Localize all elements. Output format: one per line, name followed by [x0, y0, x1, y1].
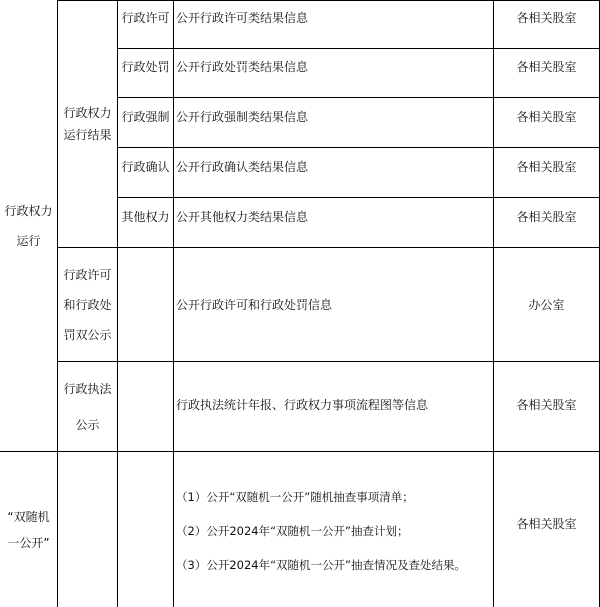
item-cell — [118, 49, 173, 85]
item-label: 其他权力 — [121, 209, 170, 224]
subcategory-cell — [58, 0, 117, 247]
item-cell — [118, 148, 173, 185]
responsible-cell — [494, 452, 599, 596]
content-cell — [174, 198, 493, 235]
responsible-text: 办公室 — [528, 297, 565, 312]
category-cell — [0, 452, 57, 607]
item-label: 行政确认 — [121, 159, 170, 174]
responsible-cell — [494, 198, 599, 235]
item-cell — [118, 98, 173, 135]
item-label: 行政许可 — [121, 10, 170, 25]
content-text: 公开行政确认类结果信息 — [176, 159, 309, 174]
rule — [117, 0, 118, 607]
subcategory-label: 行政许可 — [63, 267, 112, 282]
category-label: 行政权力 — [4, 203, 53, 218]
content-text: 行政执法统计年报、行政权力事项流程图等信息 — [176, 397, 429, 412]
content-text: 公开行政许可和行政处罚信息 — [176, 297, 333, 312]
content-text: 公开行政强制类结果信息 — [176, 109, 309, 124]
responsible-cell — [494, 49, 599, 85]
responsible-cell — [494, 0, 599, 35]
item-cell — [118, 198, 173, 235]
subcategory-label: 运行结果 — [63, 127, 112, 142]
subcategory-label: 罚双公示 — [63, 327, 112, 342]
content-cell — [174, 452, 493, 607]
category-label: 一公开” — [7, 535, 50, 550]
responsible-text: 各相关股室 — [516, 209, 577, 224]
content-text: 公开其他权力类结果信息 — [176, 209, 309, 224]
responsible-text: 各相关股室 — [516, 159, 577, 174]
responsible-text: 各相关股室 — [516, 60, 577, 74]
content-text: 公开行政处罚类结果信息 — [176, 60, 309, 74]
responsible-text: 各相关股室 — [516, 397, 577, 412]
responsible-cell — [494, 98, 599, 135]
content-cell — [174, 49, 493, 85]
responsible-text: 各相关股室 — [516, 10, 577, 25]
content-text: （1）公开“双随机一公开”随机抽查事项清单； — [176, 489, 414, 504]
subcategory-label: 和行政处 — [63, 297, 112, 312]
subcategory-cell — [58, 362, 117, 451]
responsible-cell — [494, 148, 599, 185]
content-text: （2）公开2024年“双随机一公开”抽查计划； — [176, 523, 409, 538]
subcategory-label: 行政权力 — [63, 105, 112, 120]
item-label: 行政处罚 — [121, 60, 170, 74]
content-cell — [174, 98, 493, 135]
responsible-text: 各相关股室 — [516, 517, 577, 531]
category-label: “双随机 — [7, 509, 50, 524]
category-label: 运行 — [16, 233, 41, 248]
responsible-cell — [494, 362, 599, 447]
content-text: 公开行政许可类结果信息 — [176, 10, 309, 25]
content-cell — [174, 148, 493, 185]
content-cell — [174, 362, 493, 447]
subcategory-cell — [58, 248, 117, 361]
subcategory-label: 公示 — [75, 417, 100, 432]
content-cell — [174, 248, 493, 361]
item-label: 行政强制 — [121, 109, 170, 124]
subcategory-label: 行政执法 — [63, 381, 112, 396]
category-cell — [0, 0, 57, 451]
content-text: （3）公开2024年“双随机一公开”抽查情况及查处结果。 — [176, 557, 466, 572]
responsible-text: 各相关股室 — [516, 109, 577, 124]
content-cell — [174, 0, 493, 35]
item-cell — [118, 0, 173, 35]
responsible-cell — [494, 248, 599, 361]
